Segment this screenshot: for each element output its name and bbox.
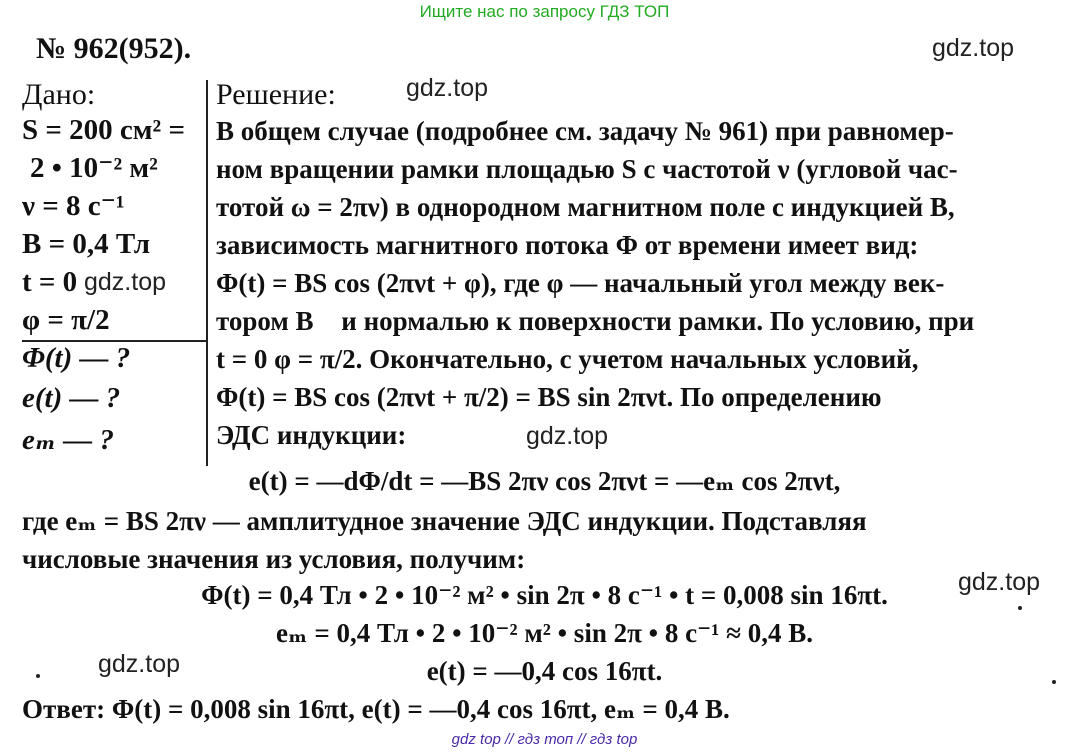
- problem-number: № 962(952).: [36, 32, 192, 65]
- solution-line: тотой ω = 2πν) в однородном магнитном поле с индукцией B,: [216, 192, 955, 222]
- text-line: где eₘ = BS 2πν — амплитудное значение ЭДС индукции. Подставляя: [22, 506, 867, 536]
- given-title: Дано:: [22, 78, 96, 111]
- watermark: gdz.top: [98, 650, 181, 678]
- solution-line: тором B⃗ и нормалью к поверхности рамки. По условию, при: [216, 306, 975, 336]
- speck: [1052, 680, 1056, 684]
- divider-vertical: [206, 80, 208, 466]
- speck: [36, 674, 40, 678]
- watermark: gdz.top: [958, 568, 1041, 596]
- given-line: t = 0: [22, 266, 78, 298]
- formula-flux: Φ(t) = 0,4 Тл • 2 • 10⁻² м² • sin 2π • 8 с⁻¹ • t = 0,008 sin 16πt.: [201, 580, 888, 610]
- solution-line: зависимость магнитного потока Φ от времени имеет вид:: [216, 230, 919, 260]
- solution-line: Φ(t) = BS cos (2πνt + φ), где φ — начальный угол между век-: [216, 268, 945, 298]
- watermark: gdz.top: [84, 268, 167, 296]
- watermark: gdz.top: [406, 74, 489, 102]
- watermark: gdz.top: [526, 422, 609, 450]
- watermark: gdz.top: [932, 34, 1015, 62]
- given-line: φ = π/2: [22, 304, 110, 336]
- unknown-line: e(t) — ?: [22, 382, 121, 414]
- given-line: 2 • 10⁻² м²: [30, 152, 158, 184]
- answer-line: Ответ: Φ(t) = 0,008 sin 16πt, e(t) = —0,4 cos 16πt, eₘ = 0,4 В.: [22, 694, 730, 724]
- solution-line: Φ(t) = BS cos (2πνt + π/2) = BS sin 2πνt. По определению: [216, 382, 882, 412]
- speck: [1018, 606, 1022, 610]
- unknown-line: eₘ — ?: [22, 424, 114, 456]
- bottom-banner: gdz top // гдз топ // гдз top: [451, 731, 638, 748]
- text-line: числовые значения из условия, получим:: [22, 544, 526, 574]
- solution-title: Решение:: [216, 78, 336, 111]
- given-line: B = 0,4 Тл: [22, 228, 151, 260]
- given-line: ν = 8 с⁻¹: [22, 190, 125, 222]
- given-line: S = 200 см² =: [22, 114, 185, 146]
- formula-et: e(t) = —0,4 cos 16πt.: [426, 656, 663, 686]
- solution-line: ном вращении рамки площадью S с частотой ν (угловой час-: [216, 154, 958, 184]
- solution-line: ЭДС индукции:: [216, 420, 407, 450]
- solution-line: В общем случае (подробнее см. задачу № 961) при равномер-: [216, 116, 954, 146]
- top-banner: Ищите нас по запросу ГДЗ ТОП: [419, 2, 670, 21]
- formula-emf: e(t) = —dΦ/dt = —BS 2πν cos 2πνt = —eₘ cos 2πνt,: [248, 466, 841, 496]
- unknown-line: Φ(t) — ?: [22, 342, 131, 374]
- solution-line: t = 0 φ = π/2. Окончательно, с учетом начальных условий,: [216, 344, 919, 374]
- formula-amplitude: eₘ = 0,4 Тл • 2 • 10⁻² м² • sin 2π • 8 с⁻¹ ≈ 0,4 В.: [276, 618, 813, 648]
